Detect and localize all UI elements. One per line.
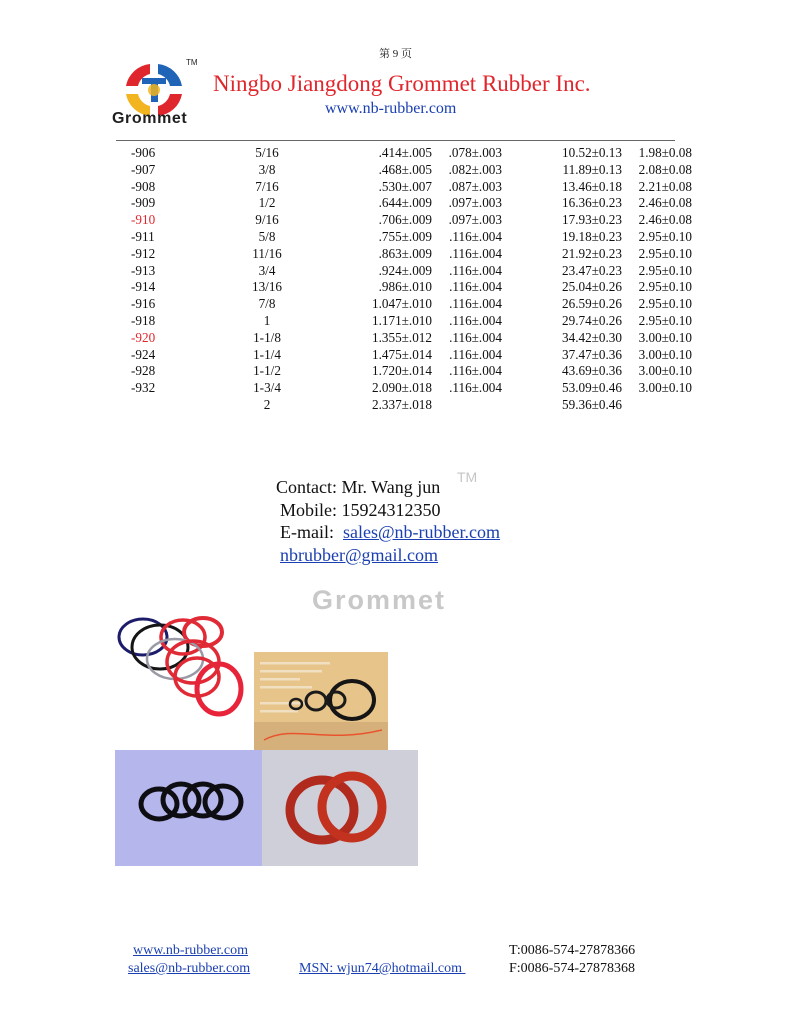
cell-mm-cs: 2.95±0.10 xyxy=(638,312,692,328)
cell-inch-size: 5/8 xyxy=(258,228,276,244)
cell-mm-id: 29.74±0.26 xyxy=(562,312,622,328)
contact-block xyxy=(276,476,500,566)
cell-dash-code: -909 xyxy=(131,195,156,211)
contact-email-label: E-mail: xyxy=(280,522,343,542)
company-name: Ningbo Jiangdong Grommet Rubber Inc. xyxy=(213,71,591,96)
cell-inch-size: 3/8 xyxy=(258,161,276,177)
cell-mm-cs: 2.08±0.08 xyxy=(638,161,692,177)
cell-mm-cs: 2.21±0.08 xyxy=(638,178,692,194)
page-number: 第 9 页 xyxy=(379,48,412,60)
company-website[interactable]: www.nb-rubber.com xyxy=(325,100,457,117)
table-row xyxy=(117,229,692,246)
cell-mm-id: 17.93±0.23 xyxy=(562,212,622,228)
cell-inch-size: 11/16 xyxy=(252,245,282,261)
footer-website-link[interactable]: www.nb-rubber.com xyxy=(133,943,248,958)
cell-inch-id: .530±.007 xyxy=(378,178,432,194)
orings-black-photo xyxy=(115,750,263,866)
cell-mm-cs: 2.46±0.08 xyxy=(638,212,692,228)
cell-mm-id: 59.36±0.46 xyxy=(562,396,622,412)
contact-email2-line xyxy=(276,544,500,567)
cell-mm-id: 21.92±0.23 xyxy=(562,245,622,261)
cell-dash-code: -918 xyxy=(131,312,156,328)
cell-mm-cs xyxy=(622,397,692,414)
contact-email-link[interactable]: sales@nb-rubber.com xyxy=(342,522,501,542)
cell-inch-cs: .078±.003 xyxy=(448,145,502,160)
cell-mm-id: 37.47±0.36 xyxy=(562,346,622,362)
cell-inch-cs: .116±.004 xyxy=(449,363,502,379)
cell-mm-id: 16.36±0.23 xyxy=(562,195,622,211)
cell-inch-cs: .116±.004 xyxy=(449,296,502,312)
footer-telephone: T:0086-574-27878366 xyxy=(509,943,636,958)
table-row xyxy=(117,347,692,364)
table-row xyxy=(117,195,692,212)
table-row xyxy=(117,313,692,330)
cell-inch-size: 7/8 xyxy=(258,296,276,312)
cell-mm-id: 11.89±0.13 xyxy=(562,161,622,177)
cell-dash-code: -914 xyxy=(131,279,156,295)
cell-mm-cs: 2.95±0.10 xyxy=(638,228,692,244)
cell-inch-size: 1-1/8 xyxy=(253,329,281,345)
cell-inch-id: 1.355±.012 xyxy=(372,329,432,345)
table-row xyxy=(117,296,692,313)
contact-name: Contact: Mr. Wang jun xyxy=(276,477,441,497)
oring-size-table xyxy=(117,145,692,414)
cell-inch-id: .414±.005 xyxy=(378,145,432,160)
cell-inch-size: 9/16 xyxy=(255,212,279,228)
cell-inch-id: 1.047±.010 xyxy=(372,296,432,312)
cell-inch-size: 1/2 xyxy=(258,195,276,211)
cell-inch-size: 1-1/4 xyxy=(253,346,281,362)
cell-inch-cs xyxy=(432,397,514,414)
contact-email2-link[interactable]: nbrubber@gmail.com xyxy=(280,544,439,565)
cell-mm-id: 23.47±0.23 xyxy=(562,262,622,278)
footer-fax: F:0086-574-27878368 xyxy=(509,961,635,976)
cell-inch-id: .706±.009 xyxy=(378,212,432,228)
cell-inch-size: 1-1/2 xyxy=(253,363,281,379)
cell-mm-cs: 3.00±0.10 xyxy=(638,346,692,362)
cell-inch-size: 7/16 xyxy=(255,178,279,194)
cell-inch-cs: .097±.003 xyxy=(448,212,502,228)
table-row xyxy=(117,380,692,397)
cell-mm-id: 53.09±0.46 xyxy=(562,380,622,396)
table-row xyxy=(117,363,692,380)
cell-inch-id: .644±.009 xyxy=(378,195,432,211)
cell-inch-id: .755±.009 xyxy=(378,228,432,244)
cell-inch-size: 5/16 xyxy=(255,145,279,160)
cell-dash-code: -916 xyxy=(131,296,156,312)
table-row xyxy=(117,279,692,296)
footer-email-link[interactable]: sales@nb-rubber.com xyxy=(128,961,251,976)
cell-dash-code: -911 xyxy=(131,228,155,244)
cell-inch-cs: .116±.004 xyxy=(449,312,502,328)
cell-inch-cs: .116±.004 xyxy=(449,245,502,261)
cell-inch-cs: .116±.004 xyxy=(449,346,502,362)
cell-inch-id: 1.720±.014 xyxy=(372,363,432,379)
contact-email-line xyxy=(276,521,500,544)
cell-inch-cs: .116±.004 xyxy=(449,279,502,295)
cell-inch-id: .863±.009 xyxy=(378,245,432,261)
header-rule xyxy=(116,140,675,141)
cell-mm-cs: 2.95±0.10 xyxy=(638,279,692,295)
cell-inch-cs: .082±.003 xyxy=(448,161,502,177)
cell-dash-code: -912 xyxy=(131,245,156,261)
logo-wordmark: Grommet xyxy=(112,110,188,127)
cell-dash-code: -920 xyxy=(131,329,156,345)
orings-sample-card-photo xyxy=(254,652,388,750)
cell-inch-id: 2.090±.018 xyxy=(372,380,432,396)
cell-dash-code: -932 xyxy=(131,380,156,396)
cell-inch-cs: .116±.004 xyxy=(449,262,502,278)
orings-colored-photo xyxy=(115,607,255,747)
contact-mobile: Mobile: 15924312350 xyxy=(280,499,441,520)
cell-inch-id: .468±.005 xyxy=(378,161,432,177)
cell-mm-id: 34.42±0.30 xyxy=(562,329,622,345)
cell-inch-id: 2.337±.018 xyxy=(372,396,432,412)
cell-inch-cs: .116±.004 xyxy=(449,228,502,244)
cell-inch-cs: .116±.004 xyxy=(449,329,502,345)
footer-msn-link[interactable]: MSN: wjun74@hotmail.com xyxy=(299,961,466,976)
cell-dash-code: -924 xyxy=(131,346,156,362)
cell-inch-cs: .116±.004 xyxy=(449,380,502,396)
cell-mm-id: 26.59±0.26 xyxy=(562,296,622,312)
cell-mm-cs: 2.95±0.10 xyxy=(638,245,692,261)
cell-mm-id: 25.04±0.26 xyxy=(562,279,622,295)
cell-mm-cs: 2.95±0.10 xyxy=(638,262,692,278)
cell-dash-code: -906 xyxy=(131,145,156,160)
table-row xyxy=(117,179,692,196)
cell-mm-cs: 3.00±0.10 xyxy=(638,329,692,345)
cell-dash-code: -910 xyxy=(131,212,156,228)
cell-mm-cs: 3.00±0.10 xyxy=(638,363,692,379)
cell-inch-id: 1.171±.010 xyxy=(372,312,432,328)
cell-dash-code xyxy=(117,397,207,414)
cell-inch-size: 1 xyxy=(263,312,271,328)
table-row xyxy=(117,145,692,162)
cell-inch-size: 3/4 xyxy=(258,262,276,278)
cell-inch-cs: .087±.003 xyxy=(448,178,502,194)
cell-mm-id: 13.46±0.18 xyxy=(562,178,622,194)
cell-mm-cs: 3.00±0.10 xyxy=(638,380,692,396)
orings-red-silicone-photo xyxy=(262,750,418,866)
cell-inch-size: 1-3/4 xyxy=(253,380,281,396)
oring-size-table-body xyxy=(117,145,692,414)
contact-tm-mark: TM xyxy=(457,469,478,485)
table-row xyxy=(117,330,692,347)
cell-inch-id: .924±.009 xyxy=(378,262,432,278)
cell-inch-id: 1.475±.014 xyxy=(372,346,432,362)
table-row xyxy=(117,212,692,229)
cell-inch-size: 2 xyxy=(263,396,271,412)
cell-inch-cs: .097±.003 xyxy=(448,195,502,211)
cell-mm-cs: 1.98±0.08 xyxy=(638,145,692,160)
cell-mm-id: 43.69±0.36 xyxy=(562,363,622,379)
table-row xyxy=(117,263,692,280)
cell-mm-id: 10.52±0.13 xyxy=(562,145,622,160)
cell-dash-code: -913 xyxy=(131,262,156,278)
cell-mm-cs: 2.95±0.10 xyxy=(638,296,692,312)
table-row xyxy=(117,397,692,414)
cell-dash-code: -908 xyxy=(131,178,156,194)
logo-tm: TM xyxy=(186,58,198,67)
cell-dash-code: -907 xyxy=(131,161,156,177)
cell-mm-cs: 2.46±0.08 xyxy=(638,195,692,211)
cell-dash-code: -928 xyxy=(131,363,156,379)
cell-inch-size: 13/16 xyxy=(251,279,283,295)
watermark-wordmark: Grommet xyxy=(312,585,447,615)
cell-mm-id: 19.18±0.23 xyxy=(562,228,622,244)
table-row xyxy=(117,246,692,263)
table-row xyxy=(117,162,692,179)
cell-inch-id: .986±.010 xyxy=(378,279,432,295)
